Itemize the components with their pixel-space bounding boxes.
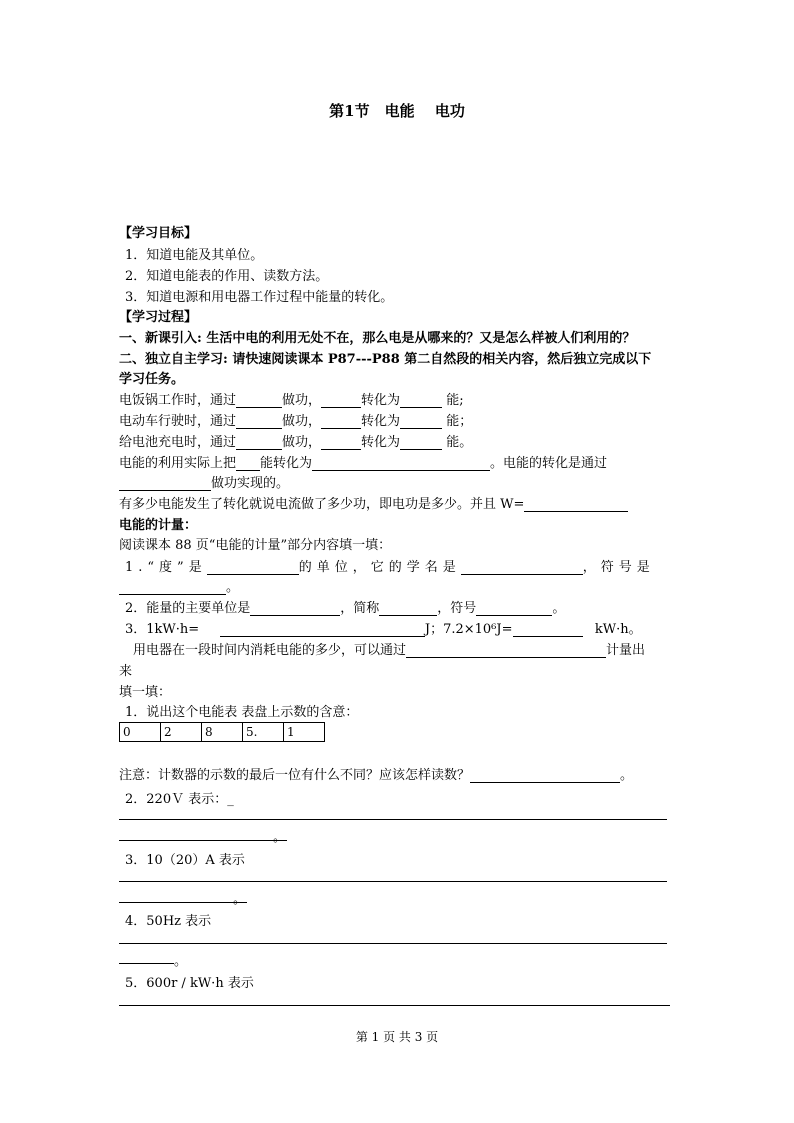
answer-blank[interactable] xyxy=(119,580,226,595)
period: 。 xyxy=(174,954,188,969)
measure-line-end: 来 xyxy=(119,664,133,679)
row-text: 能; xyxy=(446,393,464,408)
conversion-row xyxy=(119,431,472,450)
row-text: 转化为 xyxy=(361,435,401,450)
answer-blank[interactable] xyxy=(321,414,361,429)
answer-blank[interactable] xyxy=(470,768,620,783)
measure-line xyxy=(133,639,645,658)
row-subject: 给电池充电时，通过 xyxy=(119,435,237,450)
section-self-study: 二、独立自主学习: 请快速阅读课本 P87---P88 第二自然段的相关内容，然后独立完成以下 xyxy=(119,352,652,367)
answer-blank[interactable] xyxy=(321,393,361,408)
answer-blank[interactable] xyxy=(400,393,442,408)
row-text: 能； xyxy=(446,414,473,429)
objectives-heading: 【学习目标】 xyxy=(119,226,198,241)
answer-line[interactable] xyxy=(119,819,667,820)
text: 注意：计数器的示数的最后一位有什么不同？应该怎样读数？ xyxy=(119,768,471,783)
text: kW·h。 xyxy=(594,622,642,637)
answer-blank[interactable] xyxy=(461,560,583,575)
text: J；7.2×10⁶J= xyxy=(424,622,513,637)
answer-blank[interactable] xyxy=(236,414,282,429)
answer-line[interactable] xyxy=(119,840,287,841)
answer-line[interactable] xyxy=(119,902,247,903)
note-line xyxy=(119,764,633,783)
text: ，简称 xyxy=(340,601,380,616)
answer-blank[interactable] xyxy=(312,456,490,471)
answer-blank[interactable] xyxy=(476,601,552,616)
answer-blank[interactable] xyxy=(400,414,442,429)
objective-item: 1．知道电能及其单位。 xyxy=(125,248,264,263)
meter-display xyxy=(119,722,325,742)
row-text: 做功， xyxy=(282,435,322,450)
objective-item: 3．知道电源和用电器工作过程中能量的转化。 xyxy=(125,290,394,305)
answer-blank[interactable] xyxy=(220,622,425,637)
text: 。电能的转化是通过 xyxy=(490,456,608,471)
item-revolutions: 5．600r / kW·h 表示 xyxy=(125,976,254,991)
answer-blank[interactable] xyxy=(321,435,361,450)
question-1 xyxy=(125,556,675,575)
objective-item: 2．知道电能表的作用、读数方法。 xyxy=(125,269,329,284)
read-instruction: 阅读课本 88 页“电能的计量”部分内容填一填： xyxy=(119,538,392,553)
text: ，符号是 xyxy=(582,560,655,575)
answer-blank[interactable] xyxy=(406,643,606,658)
answer-blank[interactable] xyxy=(400,435,442,450)
question-2 xyxy=(125,597,565,616)
section-intro: 一、新课引入: 生活中电的利用无处不在，那么电是从哪来的？又是怎么样被人们利用的？ xyxy=(119,331,636,346)
text: 1.“度”是 xyxy=(125,560,207,575)
section-self-study-cont: 学习任务。 xyxy=(119,372,185,387)
text: 2．能量的主要单位是 xyxy=(125,601,251,616)
process-heading: 【学习过程】 xyxy=(119,310,198,325)
meter-digit: 2 xyxy=(161,723,202,742)
text: 。 xyxy=(552,601,566,616)
item-220v: 2．220Ｖ 表示：_ xyxy=(125,792,234,807)
item-frequency: 4．50Hz 表示 xyxy=(125,914,212,929)
text: 有多少电能发生了转化就说电流做了多少功，即电功是多少。并且 W= xyxy=(119,497,525,512)
text: ，符号 xyxy=(437,601,477,616)
answer-blank[interactable] xyxy=(119,476,211,491)
conversion-row xyxy=(119,389,464,408)
meter-question: 1．说出这个电能表 表盘上示数的含意： xyxy=(125,705,359,720)
essence-line xyxy=(119,452,607,471)
meter-digit: 8 xyxy=(202,723,243,742)
meter-digit: 0 xyxy=(120,723,161,742)
answer-blank[interactable] xyxy=(379,601,437,616)
essence-line-2 xyxy=(119,472,289,491)
measure-heading: 电能的计量： xyxy=(119,518,198,533)
page-footer: 第 1 页 共 3 页 xyxy=(355,1030,439,1044)
text: 电能的利用实际上把 xyxy=(119,456,237,471)
meter-digit: 1 xyxy=(284,723,325,742)
answer-blank[interactable] xyxy=(250,601,340,616)
text: 3．1kW·h= xyxy=(125,622,200,637)
text: 。 xyxy=(226,580,240,595)
answer-blank[interactable] xyxy=(236,456,260,471)
text: 计量出 xyxy=(606,643,646,658)
row-text: 转化为 xyxy=(361,414,401,429)
text: 用电器在一段时间内消耗电能的多少，可以通过 xyxy=(133,643,407,658)
answer-blank[interactable] xyxy=(524,497,628,512)
row-subject: 电饭锅工作时，通过 xyxy=(119,393,237,408)
row-text: 做功， xyxy=(282,393,322,408)
item-current: 3．10（20）A 表示 xyxy=(125,853,245,868)
text: 做功实现的。 xyxy=(211,476,290,491)
question-1-cont xyxy=(119,576,239,595)
text: 。 xyxy=(620,768,634,783)
period: 。 xyxy=(233,892,247,907)
answer-blank[interactable] xyxy=(236,393,282,408)
answer-blank[interactable] xyxy=(236,435,282,450)
row-subject: 电动车行驶时，通过 xyxy=(119,414,237,429)
answer-line[interactable] xyxy=(119,881,667,882)
text: 的单位，它的学名是 xyxy=(298,560,461,575)
text: 能转化为 xyxy=(260,456,313,471)
work-line xyxy=(119,493,628,512)
row-text: 转化为 xyxy=(361,393,401,408)
answer-line[interactable] xyxy=(119,963,174,964)
row-text: 能。 xyxy=(446,435,473,450)
conversion-row xyxy=(119,410,472,429)
row-text: 做功， xyxy=(282,414,322,429)
answer-line[interactable] xyxy=(119,1005,670,1006)
answer-line[interactable] xyxy=(119,943,667,944)
answer-blank[interactable] xyxy=(207,560,299,575)
question-3 xyxy=(125,618,642,637)
meter-digit: 5. xyxy=(243,723,284,742)
fill-heading: 填一填： xyxy=(119,685,172,700)
page-title: 第1节 电能 电功 xyxy=(329,102,465,120)
answer-blank[interactable] xyxy=(513,622,583,637)
period: 。 xyxy=(273,830,287,845)
